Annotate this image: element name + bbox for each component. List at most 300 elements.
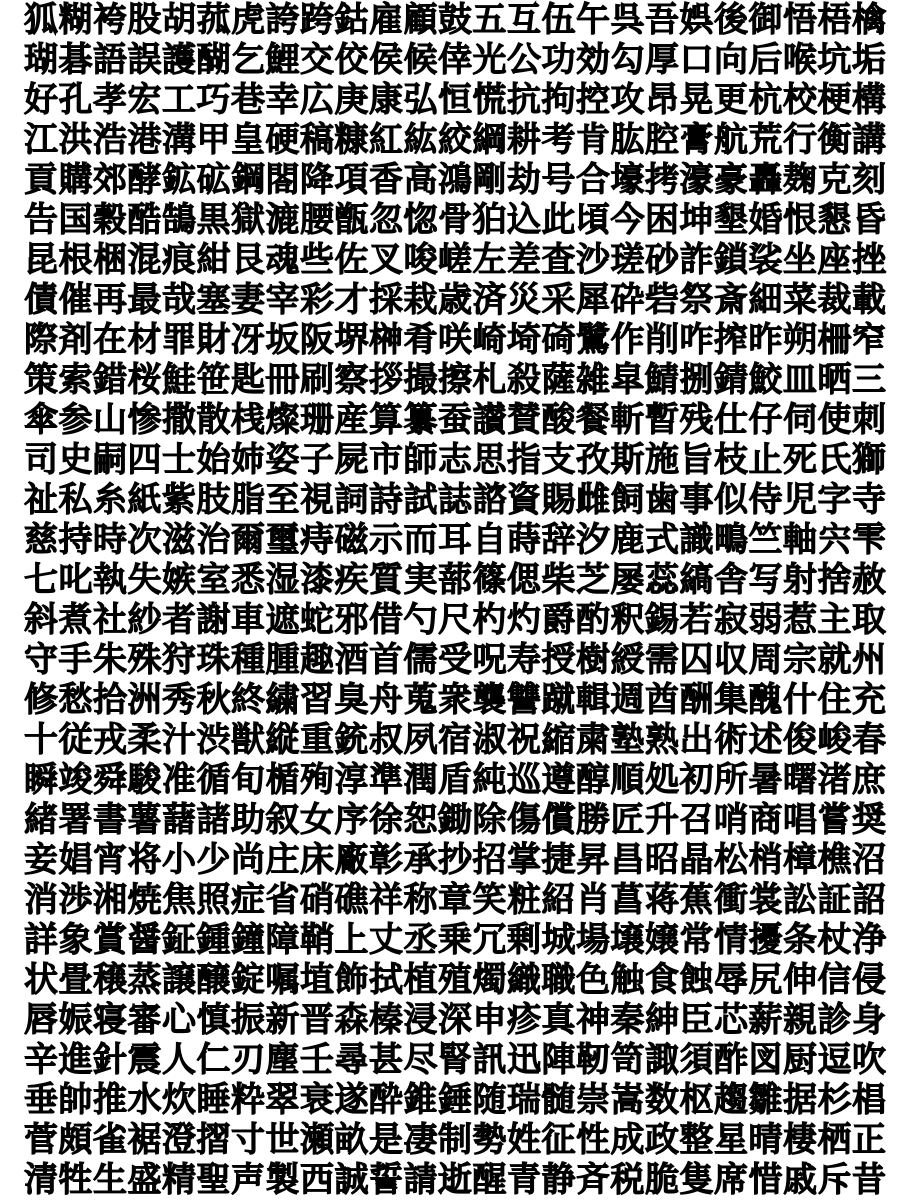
kanji-glyph: 坤 [679,200,714,240]
kanji-glyph: 閤 [265,160,300,200]
kanji-glyph: 蹴 [541,680,576,720]
kanji-glyph: 昔 [852,1160,886,1200]
kanji-glyph: 漉 [265,200,300,240]
kanji-glyph: 嵩 [610,1080,645,1120]
glyph-row [24,640,886,680]
kanji-glyph: 轟 [748,160,783,200]
kanji-glyph: 小 [162,840,196,880]
kanji-glyph: 庚 [334,80,369,120]
kanji-glyph: 鉦 [162,920,196,960]
kanji-glyph: 士 [162,440,196,480]
kanji-glyph: 皐 [610,360,645,400]
kanji-glyph: 昨 [748,320,783,360]
kanji-glyph: 肴 [403,320,438,360]
kanji-glyph: 旨 [679,440,714,480]
kanji-glyph: 狩 [162,640,196,680]
glyph-row [24,320,886,360]
kanji-glyph: 床 [300,840,334,880]
kanji-glyph: 駿 [127,760,162,800]
kanji-glyph: 航 [714,120,748,160]
kanji-glyph: 畳 [58,960,93,1000]
glyph-row [24,120,886,160]
kanji-glyph: 作 [610,320,645,360]
kanji-glyph: 使 [817,400,852,440]
kanji-glyph: 寂 [714,600,748,640]
kanji-glyph: 乞 [231,40,265,80]
kanji-glyph: 嫉 [162,560,196,600]
kanji-glyph: 秀 [162,680,196,720]
kanji-glyph: 樵 [817,840,852,880]
kanji-glyph: 酷 [127,200,162,240]
kanji-glyph: 梱 [93,240,127,280]
kanji-glyph: 湿 [265,560,300,600]
kanji-glyph: 酵 [127,160,162,200]
kanji-glyph: 考 [541,120,576,160]
kanji-glyph: 山 [93,400,127,440]
kanji-glyph: 珊 [300,400,334,440]
kanji-glyph: 狛 [472,200,507,240]
kanji-glyph: 菰 [196,0,231,40]
kanji-glyph: 瑚 [24,40,58,80]
kanji-glyph: 催 [58,280,93,320]
kanji-glyph: 棲 [783,1120,817,1160]
kanji-glyph: 縮 [541,720,576,760]
kanji-glyph: 獣 [231,720,265,760]
kanji-glyph: 債 [24,280,58,320]
kanji-glyph: 昌 [610,840,645,880]
kanji-glyph: 振 [231,1000,265,1040]
kanji-glyph: 治 [196,520,231,560]
kanji-glyph: 孔 [58,80,93,120]
kanji-glyph: 枝 [714,440,748,480]
kanji-glyph: 取 [852,600,886,640]
kanji-glyph: 紘 [403,120,438,160]
kanji-glyph: 暫 [645,400,679,440]
glyph-row [24,560,886,600]
kanji-glyph: 語 [93,40,127,80]
kanji-glyph: 最 [127,280,162,320]
kanji-glyph: 宏 [127,80,162,120]
kanji-glyph: 誇 [265,0,300,40]
kanji-glyph: 讃 [472,400,507,440]
kanji-glyph: 梧 [817,0,852,40]
glyph-row [24,1080,886,1120]
kanji-glyph: 辞 [541,520,576,560]
kanji-glyph: 娯 [679,0,714,40]
kanji-glyph: 清 [24,1160,58,1200]
kanji-glyph: 叙 [265,800,300,840]
kanji-glyph: 字 [817,480,852,520]
kanji-glyph: 州 [852,640,886,680]
kanji-glyph: 仕 [714,400,748,440]
kanji-glyph: 序 [334,800,369,840]
kanji-glyph: 索 [58,360,93,400]
kanji-glyph: 鍾 [196,920,231,960]
kanji-glyph: 織 [507,960,541,1000]
kanji-glyph: 三 [852,360,886,400]
kanji-glyph: 柔 [127,720,162,760]
kanji-glyph: 臭 [334,680,369,720]
kanji-glyph: 蕊 [645,560,679,600]
kanji-glyph: 梗 [817,80,852,120]
kanji-glyph: 蕉 [679,880,714,920]
kanji-glyph: 精 [162,1160,196,1200]
kanji-glyph: 咲 [438,320,472,360]
kanji-glyph: 栖 [817,1120,852,1160]
kanji-glyph: 修 [24,680,58,720]
kanji-glyph: 審 [127,1000,162,1040]
kanji-glyph: 賞 [93,920,127,960]
kanji-glyph: 襲 [472,680,507,720]
kanji-glyph: 髄 [541,1080,576,1120]
kanji-glyph: 汁 [162,720,196,760]
kanji-glyph: 瑞 [507,1080,541,1120]
kanji-glyph: 首 [369,640,403,680]
kanji-glyph: 燦 [265,400,300,440]
kanji-glyph: 弱 [748,600,783,640]
kanji-glyph: 祭 [679,280,714,320]
kanji-glyph: 事 [679,480,714,520]
kanji-glyph: 浩 [93,120,127,160]
kanji-glyph: 坐 [783,240,817,280]
kanji-glyph: 持 [58,520,93,560]
kanji-glyph: 授 [541,640,576,680]
kanji-glyph: 構 [852,80,886,120]
kanji-glyph: 曙 [783,760,817,800]
kanji-glyph: 蒸 [127,960,162,1000]
kanji-glyph: 鈷 [334,0,369,40]
kanji-glyph: 商 [748,800,783,840]
kanji-glyph: 叱 [58,560,93,600]
kanji-glyph: 須 [679,1040,714,1080]
kanji-glyph: 称 [403,880,438,920]
kanji-glyph: 唱 [783,800,817,840]
kanji-glyph: 税 [610,1160,645,1200]
kanji-glyph: 準 [369,760,403,800]
kanji-glyph: 糸 [93,480,127,520]
kanji-glyph: 心 [162,1000,196,1040]
kanji-glyph: 城 [541,920,576,960]
kanji-glyph: 碕 [541,320,576,360]
kanji-glyph: 浄 [852,920,886,960]
kanji-glyph: 柴 [541,560,576,600]
kanji-glyph: 柵 [817,320,852,360]
kanji-glyph: 鋼 [231,160,265,200]
kanji-glyph: 睡 [196,1080,231,1120]
kanji-glyph: 氏 [817,440,852,480]
kanji-glyph: 焼 [127,880,162,920]
kanji-glyph: 尻 [748,960,783,1000]
kanji-glyph: 綬 [610,640,645,680]
kanji-glyph: 口 [679,40,714,80]
kanji-glyph: 受 [438,640,472,680]
kanji-glyph: 失 [127,560,162,600]
kanji-glyph: 膏 [679,120,714,160]
kanji-glyph: 細 [748,280,783,320]
kanji-glyph: 詳 [24,920,58,960]
kanji-glyph: 紫 [162,480,196,520]
kanji-glyph: 式 [645,520,679,560]
kanji-glyph: 水 [127,1080,162,1120]
kanji-glyph: 光 [472,40,507,80]
kanji-glyph: 坑 [817,40,852,80]
kanji-glyph: 舜 [93,760,127,800]
kanji-glyph: 擾 [748,920,783,960]
kanji-glyph: 尚 [231,840,265,880]
kanji-glyph: 症 [231,880,265,920]
kanji-glyph: 所 [714,760,748,800]
kanji-glyph: 碁 [58,40,93,80]
kanji-glyph: 昇 [576,840,610,880]
kanji-glyph: 蒐 [403,680,438,720]
kanji-glyph: 悟 [783,0,817,40]
kanji-glyph: 功 [541,40,576,80]
kanji-glyph: 硬 [265,120,300,160]
kanji-glyph: 衝 [714,880,748,920]
kanji-glyph: 糊 [58,0,93,40]
kanji-glyph: 償 [541,800,576,840]
kanji-glyph: 跨 [300,0,334,40]
kanji-glyph: 酔 [369,1080,403,1120]
glyph-row [24,680,886,720]
kanji-glyph: 痔 [300,520,334,560]
kanji-glyph: 軸 [783,520,817,560]
kanji-glyph: 鴫 [714,520,748,560]
kanji-glyph: 戎 [93,720,127,760]
kanji-glyph: 神 [576,1000,610,1040]
kanji-glyph: 衰 [300,1080,334,1120]
kanji-glyph: 痕 [162,240,196,280]
kanji-glyph: 再 [93,280,127,320]
kanji-glyph: 混 [127,240,162,280]
kanji-glyph: 寺 [852,480,886,520]
kanji-glyph: 識 [679,520,714,560]
kanji-glyph: 魂 [265,240,300,280]
kanji-glyph: 新 [265,1000,300,1040]
kanji-glyph: 書 [93,800,127,840]
kanji-glyph: 札 [472,360,507,400]
kanji-glyph: 常 [679,920,714,960]
kanji-glyph: 傘 [24,400,58,440]
kanji-glyph: 賜 [541,480,576,520]
kanji-glyph: 纂 [403,400,438,440]
kanji-glyph: 削 [645,320,679,360]
kanji-glyph: 縞 [679,560,714,600]
kanji-glyph: 済 [472,280,507,320]
kanji-glyph: 崇 [576,1080,610,1120]
kanji-glyph: 采 [541,280,576,320]
kanji-glyph: 偲 [507,560,541,600]
kanji-glyph: 席 [714,1160,748,1200]
kanji-glyph: 性 [576,1120,610,1160]
kanji-glyph: 拷 [645,160,679,200]
kanji-glyph: 拾 [93,680,127,720]
kanji-glyph: 酸 [541,400,576,440]
kanji-glyph: 職 [541,960,576,1000]
kanji-glyph: 嬢 [645,920,679,960]
kanji-glyph: 塵 [265,1040,300,1080]
kanji-glyph: 祝 [507,720,541,760]
kanji-glyph: 伺 [783,400,817,440]
kanji-glyph: 尋 [334,1040,369,1080]
kanji-glyph: 彩 [300,280,334,320]
kanji-glyph: 捌 [679,360,714,400]
kanji-glyph: 循 [196,760,231,800]
kanji-glyph: 哨 [714,800,748,840]
kanji-glyph: 窄 [852,320,886,360]
kanji-glyph: 腔 [645,120,679,160]
kanji-glyph: 喉 [783,40,817,80]
kanji-glyph: 互 [507,0,541,40]
kanji-glyph: 搾 [714,320,748,360]
kanji-glyph: 採 [369,280,403,320]
kanji-glyph: 辛 [24,1040,58,1080]
kanji-glyph: 衆 [438,680,472,720]
kanji-glyph: 叔 [369,720,403,760]
kanji-glyph: 松 [714,840,748,880]
kanji-glyph: 塞 [196,280,231,320]
kanji-glyph: 手 [58,640,93,680]
kanji-glyph: 譲 [162,960,196,1000]
kanji-glyph: 坂 [265,320,300,360]
kanji-glyph: 什 [783,680,817,720]
kanji-glyph: 榛 [369,1000,403,1040]
kanji-glyph: 呪 [472,640,507,680]
kanji-glyph: 次 [127,520,162,560]
kanji-glyph: 頗 [58,1120,93,1160]
kanji-glyph: 祥 [369,880,403,920]
kanji-glyph: 淳 [334,760,369,800]
kanji-glyph: 牲 [58,1160,93,1200]
kanji-glyph: 冴 [231,320,265,360]
kanji-glyph: 紅 [369,120,403,160]
kanji-glyph: 唇 [24,1000,58,1040]
kanji-glyph: 而 [403,520,438,560]
kanji-glyph: 潤 [403,760,438,800]
kanji-glyph: 匙 [231,360,265,400]
kanji-glyph: 罪 [162,320,196,360]
kanji-glyph: 縦 [265,720,300,760]
kanji-glyph: 薯 [127,800,162,840]
kanji-glyph: 宗 [783,640,817,680]
kanji-glyph: 砿 [196,160,231,200]
kanji-glyph: 紹 [541,880,576,920]
kanji-glyph: 輯 [576,680,610,720]
kanji-glyph: 今 [610,200,645,240]
kanji-glyph: 侍 [748,480,783,520]
kanji-glyph: 佐 [334,240,369,280]
kanji-glyph: 図 [748,1040,783,1080]
kanji-glyph: 劫 [507,160,541,200]
kanji-glyph: 顧 [403,0,438,40]
kanji-glyph: 臣 [679,1000,714,1040]
kanji-glyph: 燭 [472,960,507,1000]
kanji-glyph: 鮭 [162,360,196,400]
kanji-glyph: 才 [334,280,369,320]
kanji-glyph: 渋 [196,720,231,760]
kanji-glyph: 磁 [334,520,369,560]
kanji-glyph: 貢 [24,160,58,200]
kanji-glyph: 勺 [403,600,438,640]
kanji-glyph: 粧 [507,880,541,920]
kanji-glyph: 紙 [127,480,162,520]
glyph-row [24,200,886,240]
kanji-glyph: 歯 [645,480,679,520]
kanji-glyph: 詔 [852,880,886,920]
kanji-glyph: 後 [714,0,748,40]
kanji-glyph: 星 [714,1120,748,1160]
kanji-glyph: 術 [714,720,748,760]
kanji-glyph: 嵯 [438,240,472,280]
kanji-glyph: 俊 [783,720,817,760]
kanji-glyph: 触 [610,960,645,1000]
kanji-glyph: 施 [645,440,679,480]
kanji-glyph: 際 [24,320,58,360]
kanji-glyph: 鷺 [576,320,610,360]
kanji-glyph: 助 [231,800,265,840]
kanji-glyph: 煮 [58,600,93,640]
glyph-row [24,400,886,440]
kanji-glyph: 左 [472,240,507,280]
kanji-glyph: 室 [196,560,231,600]
kanji-glyph: 耳 [438,520,472,560]
kanji-glyph: 若 [679,600,714,640]
kanji-glyph: 酬 [679,680,714,720]
kanji-glyph: 砂 [645,240,679,280]
kanji-glyph: 午 [576,0,610,40]
kanji-glyph: 寝 [93,1000,127,1040]
kanji-glyph: 座 [817,240,852,280]
kanji-glyph: 孝 [93,80,127,120]
kanji-glyph: 剤 [58,320,93,360]
kanji-glyph: 習 [300,680,334,720]
kanji-glyph: 初 [679,760,714,800]
kanji-glyph: 菜 [783,280,817,320]
kanji-glyph: 請 [403,1160,438,1200]
kanji-glyph: 捨 [817,560,852,600]
kanji-glyph: 袴 [93,0,127,40]
glyph-row [24,360,886,400]
kanji-glyph: 冗 [472,920,507,960]
kanji-glyph: 笥 [610,1040,645,1080]
kanji-glyph: 公 [507,40,541,80]
kanji-glyph: 侵 [852,960,886,1000]
kanji-glyph: 湘 [93,880,127,920]
kanji-glyph: 惹 [783,600,817,640]
kanji-glyph: 芯 [714,1000,748,1040]
kanji-glyph: 靭 [576,1040,610,1080]
kanji-glyph: 蒋 [645,880,679,920]
kanji-glyph: 撮 [403,360,438,400]
kanji-glyph: 色 [576,960,610,1000]
kanji-glyph: 篠 [472,560,507,600]
kanji-glyph: 甚 [369,1040,403,1080]
kanji-glyph: 塾 [610,720,645,760]
kanji-glyph: 伸 [783,960,817,1000]
glyph-row [24,1160,886,1200]
kanji-glyph: 征 [541,1120,576,1160]
kanji-glyph: 雛 [748,1080,783,1120]
kanji-glyph: 唆 [403,240,438,280]
kanji-glyph: 錯 [93,360,127,400]
kanji-glyph: 雌 [576,480,610,520]
kanji-glyph: 象 [58,920,93,960]
glyph-row [24,840,886,880]
kanji-glyph: 雀 [93,1120,127,1160]
kanji-glyph: 裳 [748,880,783,920]
kanji-glyph: 庶 [852,760,886,800]
kanji-glyph: 些 [300,240,334,280]
